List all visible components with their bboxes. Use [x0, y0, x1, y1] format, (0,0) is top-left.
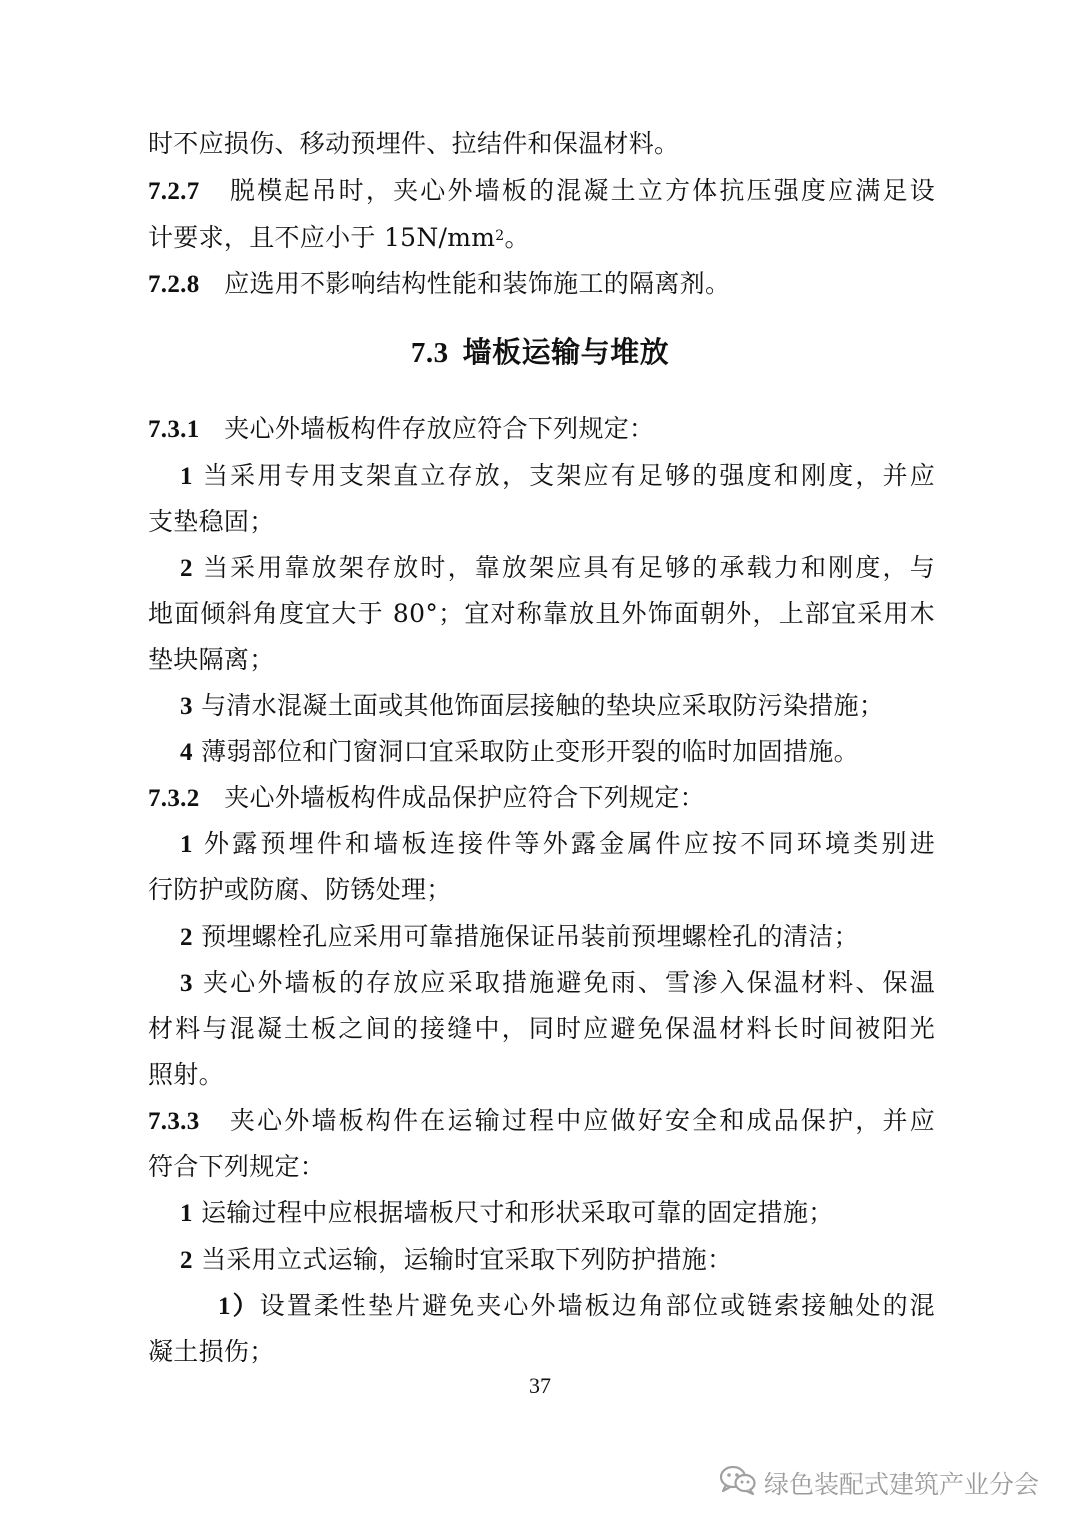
list-item: 3 与清水混凝土面或其他饰面层接触的垫块应采取防污染措施；: [180, 691, 885, 720]
clause-number: 7.2.7: [148, 178, 200, 205]
text-line: 时不应损伤、移动预埋件、拉结件和保温材料。: [148, 129, 680, 158]
clause-number: 7.3.3: [148, 1108, 200, 1135]
watermark-text: 绿色装配式建筑产业分会: [764, 1470, 1040, 1499]
clause-7-3-3: 7.3.3 夹心外墙板构件在运输过程中应做好安全和成品保护，并应: [148, 1106, 935, 1135]
sub-list-item: 1）设置柔性垫片避免夹心外墙板边角部位或链索接触处的混: [218, 1291, 935, 1320]
list-item: 1 外露预埋件和墙板连接件等外露金属件应按不同环境类别进: [180, 829, 935, 858]
watermark: [718, 1463, 1039, 1503]
clause-number: 7.2.8: [148, 271, 200, 298]
clause-number: 7.3.1: [148, 416, 200, 443]
text-line: 支垫稳固；: [148, 507, 275, 536]
list-item: 2 当采用立式运输，运输时宜采取下列防护措施：: [180, 1245, 733, 1274]
wechat-icon: [718, 1463, 758, 1503]
clause-7-2-8: 7.2.8 应选用不影响结构性能和装饰施工的隔离剂。: [148, 269, 731, 298]
list-item: 4 薄弱部位和门窗洞口宜采取防止变形开裂的临时加固措施。: [180, 737, 859, 766]
section-title: 7.3 墙板运输与堆放: [410, 335, 670, 369]
list-item: 1 当采用专用支架直立存放，支架应有足够的强度和刚度，并应: [180, 461, 936, 490]
text-line: 照射。: [148, 1060, 224, 1089]
list-item: 2 预埋螺栓孔应采用可靠措施保证吊装前预埋螺栓孔的清洁；: [180, 922, 859, 951]
text-line: 符合下列规定：: [148, 1152, 326, 1181]
text-line: 凝土损伤；: [148, 1337, 275, 1366]
text-line: 地面倾斜角度宜大于 80°；宜对称靠放且外饰面朝外，上部宜采用木: [148, 599, 935, 628]
list-item: 1 运输过程中应根据墙板尺寸和形状采取可靠的固定措施；: [180, 1198, 834, 1227]
text-line: 计要求，且不应小于 $15N/mm^2$。: [148, 223, 530, 252]
page-number: 37: [529, 1373, 551, 1398]
list-item: 3 夹心外墙板的存放应采取措施避免雨、雪渗入保温材料、保温: [180, 968, 936, 997]
clause-7-3-2: 7.3.2 夹心外墙板构件成品保护应符合下列规定：: [148, 783, 705, 812]
text-line: 材料与混凝土板之间的接缝中，同时应避免保温材料长时间被阳光: [148, 1014, 935, 1043]
clause-7-2-7: 7.2.7 脱模起吊时，夹心外墙板的混凝土立方体抗压强度应满足设: [148, 176, 935, 205]
clause-7-3-1: 7.3.1 夹心外墙板构件存放应符合下列规定：: [148, 414, 655, 443]
text-line: 行防护或防腐、防锈处理；: [148, 875, 452, 904]
clause-number: 7.3.2: [148, 785, 200, 812]
list-item: 2 当采用靠放架存放时，靠放架应具有足够的承载力和刚度，与: [180, 553, 936, 582]
text-line: 垫块隔离；: [148, 645, 275, 674]
